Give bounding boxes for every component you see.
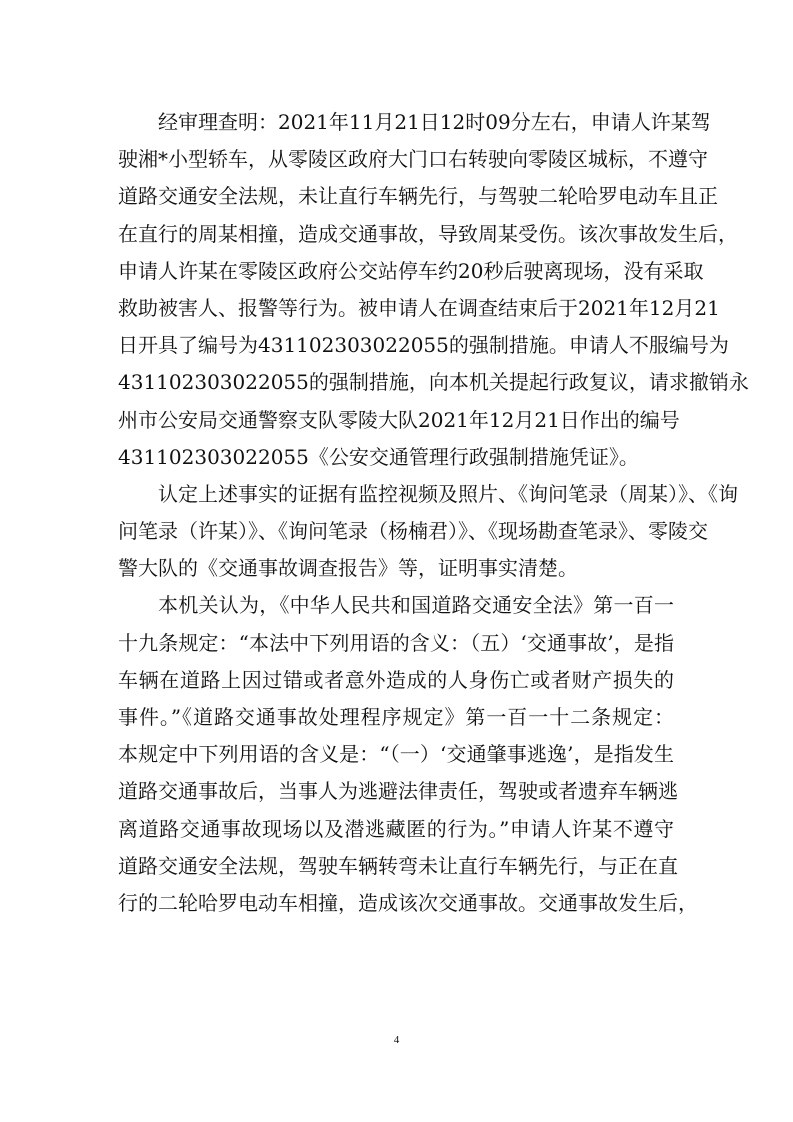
text-line: 车辆在道路上因过错或者意外造成的人身伤亡或者财产损失的: [118, 667, 674, 692]
document-body: [118, 104, 749, 922]
text-line: 道路交通事故后，当事人为逃避法律责任，驾驶或者遗弃车辆逃: [118, 779, 678, 804]
text-line: 问笔录（许某）》、《询问笔录（杨楠君）》、《现场勘查笔录》、零陵交: [118, 519, 708, 544]
paragraph-opinion: [118, 587, 698, 922]
text-line: 事件。”《道路交通事故处理程序规定》第一百一十二条规定：: [118, 705, 674, 729]
text-line: 道路交通安全法规，驾驶车辆转弯未让直行车辆先行，与正在直: [118, 853, 678, 878]
text-line: 驶湘*小型轿车，从零陵区政府大门口右转驶向零陵区城标，不遵守: [118, 147, 708, 172]
text-line: 申请人许某在零陵区政府公交站停车约20秒后驶离现场，没有采取: [118, 258, 704, 283]
text-line: 道路交通安全法规，未让直行车辆先行，与驾驶二轮哈罗电动车且正: [118, 184, 718, 209]
text-line: 在直行的周某相撞，造成交通事故，导致周某受伤。该次事故发生后，: [118, 221, 738, 246]
text-line: 离道路交通事故现场以及潜逃藏匿的行为。”申请人许某不遵守: [118, 816, 674, 841]
text-line: 救助被害人、报警等行为。被申请人在调查结束后于2021年12月21: [118, 295, 720, 320]
paragraph-findings: [118, 104, 749, 476]
text-line: 431102303022055《公安交通管理行政强制措施凭证》。: [118, 444, 639, 469]
text-line: 警大队的《交通事故调查报告》等，证明事实清楚。: [118, 556, 578, 581]
text-line: 日开具了编号为431102303022055的强制措施。申请人不服编号为: [118, 333, 729, 358]
text-line: 认定上述事实的证据有监控视频及照片、《询问笔录（周某）》、《询: [158, 481, 738, 506]
page-number: 4: [393, 1034, 400, 1046]
text-line: 经审理查明：2021年11月21日12时09分左右，申请人许某驾: [158, 110, 711, 134]
text-line: 本规定中下列用语的含义是：“（一）‘交通肇事逃逸’，是指发生: [118, 742, 674, 767]
paragraph-evidence: [118, 476, 738, 588]
text-line: 431102303022055的强制措施，向本机关提起行政复议，请求撤销永: [118, 370, 749, 395]
text-line: 十九条规定：“本法中下列用语的含义：（五）‘交通事故’，是指: [118, 630, 674, 655]
text-line: 州市公安局交通警察支队零陵大队2021年12月21日作出的编号: [118, 407, 680, 432]
text-line: 本机关认为，《中华人民共和国道路交通安全法》第一百一: [158, 593, 674, 618]
text-line: 行的二轮哈罗电动车相撞，造成该次交通事故。交通事故发生后，: [118, 890, 698, 915]
